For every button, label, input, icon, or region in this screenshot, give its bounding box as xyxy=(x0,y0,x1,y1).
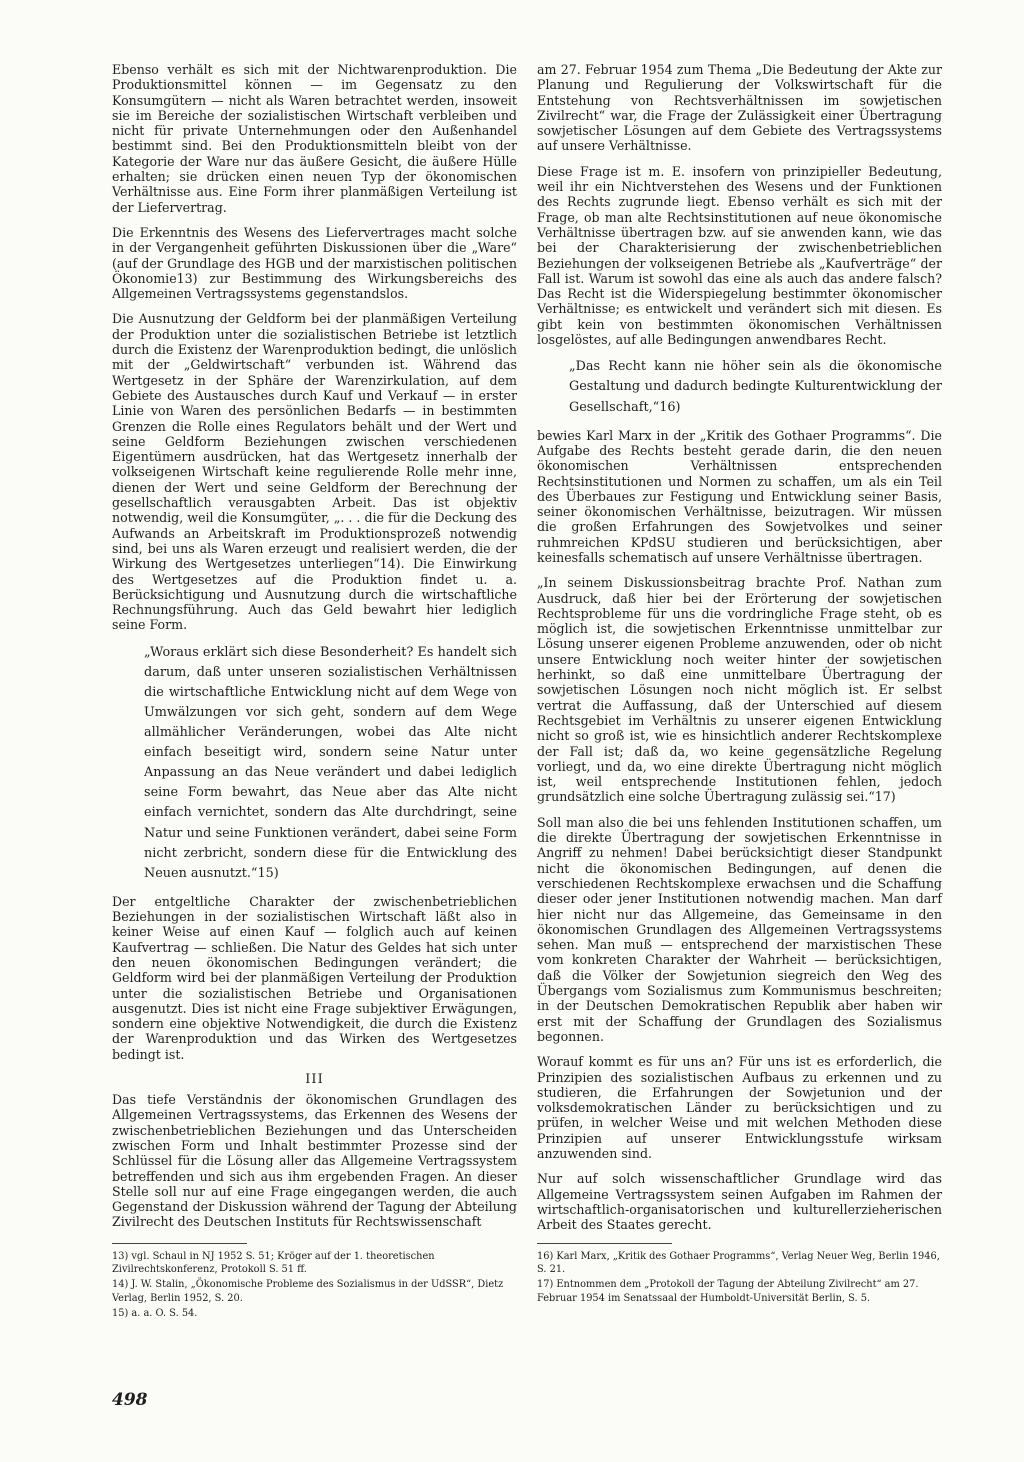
paragraph: Der entgeltliche Charakter der zwischenbetrieblichen Beziehungen in der sozialistischen Wirtschaft läßt also in keiner Weise auf einen Kauf — folglich auch auf keinen Kaufvertrag — schließen. Die Natur des Geldes hat sich unter den neuen ökonomischen Bedingungen verändert; die Geldform wird bei der planmäßigen Verteilung der Produktion unter die sozialistischen Betriebe und Organisationen ausgenutzt. Dies ist nicht eine Frage subjektiver Erwägungen, sondern eine objektive Notwendigkeit, die durch die Existenz der Warenproduktion und das Wirken des Wertgesetzes bedingt ist. xyxy=(112,893,517,1062)
right-column xyxy=(537,62,942,1242)
paragraph: Worauf kommt es für uns an? Für uns ist es erforderlich, die Prinzipien des sozialistischen Aufbaus zu erkennen und zu studieren, die Erfahrungen der Sowjetunion und der volksdemokratischen Länder zu berücksichtigen und zu prüfen, in welcher Weise und mit welchen Methoden diese Prinzipien auf unserer Entwicklungsstufe wirksam anzuwenden sind. xyxy=(537,1054,942,1161)
footnote: 13) vgl. Schaul in NJ 1952 S. 51; Kröger auf der 1. theoretischen Zivilrechtskonferenz, Protokoll S. 51 ff. xyxy=(112,1251,435,1276)
section-heading: III xyxy=(305,1072,324,1088)
paragraph: Nur auf solch wissenschaftlicher Grundlage wird das Allgemeine Vertragssystem seinen Aufgaben im Rahmen der wirtschaftlich-organisatorischen und kulturellerzieherischen Arbeit des Staates gerecht. xyxy=(537,1171,942,1233)
left-column xyxy=(112,62,517,1240)
block-quote: „Woraus erklärt sich diese Besonderheit? Es handelt sich darum, daß unter unseren sozialistischen Verhältnissen die wirtschaftliche Entwicklung nicht auf dem Wege von Umwälzungen vor sich geht, sondern auf dem Wege allmählicher Veränderungen, wobei das Alte nicht einfach beseitigt wird, sondern seine Natur unter Anpassung an das Neue verändert und dabei lediglich seine Form bewahrt, das Neue aber das Alte nicht einfach vernichtet, sondern das Alte durchdringt, seine Natur und seine Funktionen verändert, dabei seine Form nicht zerbricht, sondern diese für die Entwicklung des Neuen ausnutzt.“15) xyxy=(144,644,517,881)
footnotes-left xyxy=(112,1235,517,1322)
footnote: 17) Entnommen dem „Protokoll der Tagung der Abteilung Zivilrecht“ am 27. Februar 1954 im Senatssaal der Humboldt-Universität Berlin, S. 5. xyxy=(537,1279,919,1304)
footnotes-right xyxy=(537,1235,942,1307)
block-quote: „Das Recht kann nie höher sein als die ökonomische Gestaltung und dadurch bedingte Kulturentwicklung der Gesellschaft,“16) xyxy=(569,359,942,415)
paragraph: „In seinem Diskussionsbeitrag brachte Prof. Nathan zum Ausdruck, daß hier bei der Erörterung der sowjetischen Rechtsprobleme für uns die vordringliche Frage steht, ob es möglich ist, die sowjetischen Erkenntnisse unmittelbar zur Lösung unserer eigenen Probleme anzuwenden, oder ob nicht unsere Entwicklung noch weiter hinter der sowjetischen herhinkt, so daß eine unmittelbare Übertragung der sowjetischen Lösungen noch nicht möglich ist. Er selbst vertrat die Auffassung, daß der Unterschied auf diesem Rechtsgebiet im Verhältnis zu unserer eigenen Entwicklung nicht so groß ist, wie es hinsichtlich anderer Rechtskomplexe der Fall ist; daß da, wo keine gegensätzliche Regelung vorliegt, und da, wo eine direkte Übertragung nicht möglich ist, weil entsprechende Institutionen fehlen, jedoch grundsätzlich eine solche Übertragung zulässig sei.“17) xyxy=(537,575,942,805)
paragraph: bewies Karl Marx in der „Kritik des Gothaer Programms“. Die Aufgabe des Rechts besteht gerade darin, die den neuen ökonomischen Verhältnissen entsprechenden Rechtsinstitutionen und Normen zu schaffen, um als ein Teil des Überbaues zur Festigung und Entwicklung seiner Basis, seiner ökonomischen Verhältnisse, beizutragen. Wir müssen die großen Erfahrungen des Sowjetvolkes und seiner ruhmreichen KPdSU studieren und berücksichtigen, aber keinesfalls schematisch auf unsere Verhältnisse übertragen. xyxy=(537,427,942,565)
footnote-divider xyxy=(537,1243,672,1244)
paragraph: Diese Frage ist m. E. insofern von prinzipieller Bedeutung, weil ihr ein Nichtverstehen des Wesens und der Funktionen des Rechts zugrunde liegt. Ebenso verhält es sich mit der Frage, ob man alte Rechtsinstitutionen auf neue ökonomische Verhältnisse übertragen bzw. auf sie anwenden kann, wie das bei der Charakterisierung der zwischenbetrieblichen Beziehungen der volkseigenen Betriebe als „Kaufverträge“ der Fall ist. Warum ist sowohl das eine als auch das andere falsch? Das Recht ist die Widerspiegelung bestimmter ökonomischer Verhältnisse; es entwickelt und verändert sich mit diesen. Es gibt kein von bestimmten ökonomischen Verhältnissen losgelöstes, auf alle Bedingungen anwendbares Recht. xyxy=(537,163,942,348)
footnote: 15) a. a. O. S. 54. xyxy=(112,1307,198,1319)
paragraph: Die Ausnutzung der Geldform bei der planmäßigen Verteilung der Produktion unter die sozialistischen Betriebe ist letztlich durch die Existenz der Warenproduktion bedingt, die unlöslich mit der „Geldwirtschaft“ verbunden ist. Während das Wertgesetz in der Sphäre der Warenzirkulation, auf dem Gebiete des Austausches durch Kauf und Verkauf — in erster Linie von Waren des persönlichen Bedarfs — in bestimmten Grenzen die Rolle eines Regulators behält und der Wert und seine Geldform Beziehungen zwischen verschiedenen Eigentümern ausdrücken, hat das Wertgesetz innerhalb der volkseigenen Wirtschaft keine regulierende Rolle mehr inne, dienen der Wert und seine Geldform der Berechnung der gesellschaftlich verausgabten Arbeit. Das ist objektiv notwendig, weil die Konsumgüter, „. . . die für die Deckung des Aufwands an Arbeitskraft im Produktionsprozeß notwendig sind, bei uns als Waren erzeugt und realisiert werden, die der Wirkung des Wertgesetzes unterliegen“14). Die Einwirkung des Wertgesetzes auf die Produktion findet u. a. Berücksichtigung und Ausnutzung durch die wirtschaftliche Rechnungsführung. Auch das Geld bewahrt hier lediglich seine Form. xyxy=(112,311,517,633)
paragraph: Ebenso verhält es sich mit der Nichtwarenproduktion. Die Produktionsmittel können — im Gegensatz zu den Konsumgütern — nicht als Waren betrachtet werden, insoweit sie im Bereiche der sozialistischen Wirtschaft verbleiben und nicht für private Unternehmungen oder den Außenhandel bestimmt sind. Bei den Produktionsmitteln bleibt von der Kategorie der Ware nur das äußere Gesicht, die äußere Hülle erhalten; sie drücken einen neuen Typ der ökonomischen Verhältnisse aus. Eine Form ihrer planmäßigen Verteilung ist der Liefervertrag. xyxy=(112,62,517,215)
footnote-divider xyxy=(112,1243,247,1244)
page-number: 498 xyxy=(112,1390,148,1410)
paragraph: Die Erkenntnis des Wesens des Liefervertrages macht solche in der Vergangenheit geführten Diskussionen über die „Ware“ (auf der Grundlage des HGB und der marxistischen politischen Ökonomie13) zur Bestimmung des Wirkungsbereichs des Allgemeinen Vertragssystems gegenstandslos. xyxy=(112,224,517,302)
footnote: 14) J. W. Stalin, „Ökonomische Probleme des Sozialismus in der UdSSR“, Dietz Verlag, Berlin 1952, S. 20. xyxy=(112,1279,504,1304)
footnote: 16) Karl Marx, „Kritik des Gothaer Programms“, Verlag Neuer Weg, Berlin 1946, S. 21. xyxy=(537,1251,940,1276)
paragraph: Das tiefe Verständnis der ökonomischen Grundlagen des Allgemeinen Vertragssystems, das Erkennen des Wesens der zwischenbetrieblichen Beziehungen und das Unterscheiden zwischen Form und Inhalt bestimmter Prozesse sind der Schlüssel für die Lösung aller das Allgemeine Vertragssystem betreffenden und sich aus ihm ergebenden Fragen. An dieser Stelle soll nur auf eine Frage eingegangen werden, die auch Gegenstand der Diskussion während der Tagung der Abteilung Zivilrecht des Deutschen Instituts für Rechtswissenschaft xyxy=(112,1092,517,1230)
paragraph: am 27. Februar 1954 zum Thema „Die Bedeutung der Akte zur Planung und Regulierung der Volkswirtschaft für die Entstehung von Rechtsverhältnissen im sowjetischen Zivilrecht“ war, die Frage der Zulässigkeit einer Übertragung sowjetischer Lösungen auf dem Gebiete des Vertragssystems auf unsere Verhältnisse. xyxy=(537,62,942,154)
paragraph: Soll man also die bei uns fehlenden Institutionen schaffen, um die direkte Übertragung der sowjetischen Erkenntnisse in Angriff zu nehmen! Dabei berücksichtigt dieser Standpunkt nicht die ökonomischen Bedingungen, auf denen die verschiedenen Rechtskomplexe erwachsen und die Schaffung dieser oder jener Institutionen notwendig machen. Man darf hier nicht nur das Allgemeine, das Gemeinsame in den ökonomischen Grundlagen des Allgemeinen Vertragssystems sehen. Man muß — entsprechend der marxistischen These vom konkreten Charakter der Wahrheit — berücksichtigen, daß die Völker der Sowjetunion siegreich den Weg des Übergangs vom Sozialismus zum Kommunismus beschreiten; in der Deutschen Demokratischen Republik aber haben wir erst mit der Schaffung der Grundlagen des Sozialismus begonnen. xyxy=(537,814,942,1044)
